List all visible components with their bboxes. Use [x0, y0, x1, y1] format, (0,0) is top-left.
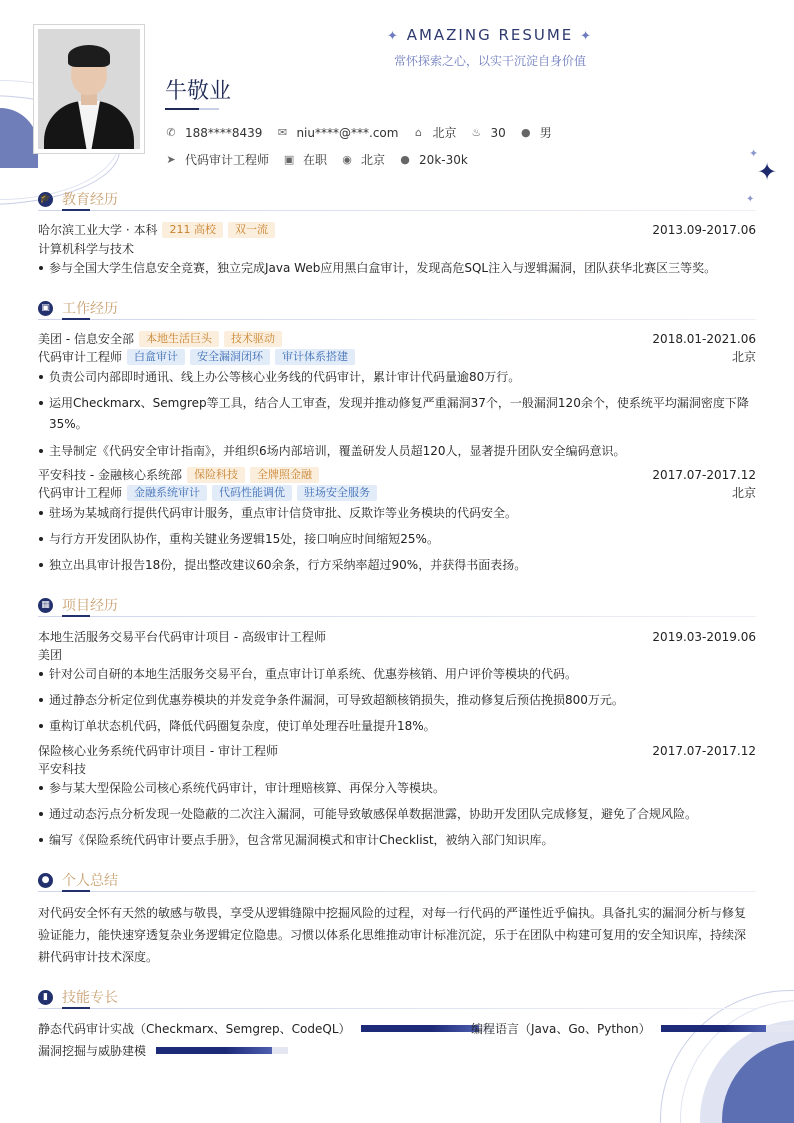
section-work	[38, 297, 756, 321]
project-header	[38, 628, 756, 645]
project-org	[38, 760, 756, 777]
skill-level-fill	[361, 1025, 480, 1032]
sparkle-icon: ✦	[746, 194, 755, 205]
section-title: 工作经历	[62, 301, 118, 317]
skill-item	[471, 1020, 793, 1037]
summary-line: 对代码安全怀有天然的敏感与敬畏，享受从逻辑缝隙中挖掘风险的过程，对每一行代码的严谨性近乎偏执。具备扎实的漏洞分析与修复	[38, 906, 747, 920]
phone: 188****8439	[185, 125, 263, 140]
role: 代码审计工程师	[38, 350, 123, 364]
education-header	[38, 221, 756, 238]
role-tag: 金融系统审计	[127, 485, 207, 501]
work-period: 2017.07-2017.12	[652, 467, 756, 482]
company: 平安科技 - 金融核心系统部	[38, 468, 182, 482]
list-item: 主导制定《代码安全审计指南》，并组织6场内部培训，覆盖研发人员超120人，显著提升团队安全编码意识。	[38, 441, 756, 461]
user-icon: ●	[38, 873, 53, 888]
role-tag: 代码性能调优	[212, 485, 292, 501]
section-title: 项目经历	[62, 598, 118, 614]
phone-icon: ✆	[166, 126, 176, 139]
skill-item	[38, 1020, 493, 1037]
home-icon: ⌂	[414, 126, 422, 139]
skill-item	[38, 1042, 288, 1059]
role-tag: 审计体系搭建	[275, 349, 355, 365]
school: 哈尔滨工业大学 · 本科	[38, 223, 158, 237]
name-underline	[165, 108, 199, 110]
target-city: 北京	[361, 153, 386, 167]
work-header	[38, 466, 756, 483]
company-tag: 本地生活巨头	[139, 331, 219, 347]
decor-ring	[680, 1000, 794, 1123]
list-item: 与行方开发团队协作，重构关键业务逻辑15处，接口响应时间缩短25%。	[38, 529, 756, 549]
skill-level-fill	[156, 1047, 272, 1054]
section-skills	[38, 986, 756, 1010]
section-title: 个人总结	[62, 873, 118, 889]
sparkle-icon: ✦	[757, 158, 778, 186]
star-icon: ✦	[580, 29, 593, 44]
skill-name: 静态代码审计实战（Checkmarx、Semgrep、CodeQL）	[38, 1022, 351, 1036]
position: 代码审计工程师	[185, 153, 270, 167]
skill-bar	[156, 1047, 288, 1054]
section-education	[38, 188, 756, 212]
skill-name: 漏洞挖掘与威胁建模	[38, 1044, 147, 1058]
briefcase-icon: ▣	[38, 301, 53, 316]
list-item: 通过静态分析定位到优惠券模块的并发竞争条件漏洞，可导致超额核销损失，推动修复后预估挽损800万元。	[38, 690, 756, 710]
role-tag: 白盒审计	[127, 349, 185, 365]
avatar	[38, 29, 140, 149]
section-summary	[38, 869, 756, 893]
work-city: 北京	[731, 350, 756, 364]
location-icon: ◉	[342, 153, 352, 166]
project-title: 本地生活服务交易平台代码审计项目 - 高级审计工程师	[38, 630, 326, 644]
school-tag: 211 高校	[162, 222, 223, 238]
summary-line: 耕代码审计技术深度。	[38, 950, 159, 964]
major-text: 计算机科学与技术	[38, 242, 135, 256]
summary-line: 验证能力，能快速穿透复杂业务逻辑定位隐患。习惯以体系化思维推动审计标准沉淀，乐于在团队中构建可复用的安全知识库，持续深	[38, 928, 747, 942]
salary: 20k-30k	[419, 152, 468, 167]
chart-icon: ▮	[38, 990, 53, 1005]
project-org-text: 平安科技	[38, 762, 87, 776]
company-tag: 全牌照金融	[250, 467, 319, 483]
work-role	[38, 348, 756, 365]
list-item: 针对公司自研的本地生活服务交易平台，重点审计订单系统、优惠券核销、用户评价等模块的代码。	[38, 664, 756, 684]
candidate-name: 牛敬业	[165, 79, 232, 104]
brand-title	[380, 26, 600, 44]
briefcase-icon: ▣	[283, 153, 295, 166]
grid-icon: ▦	[38, 598, 53, 613]
motto: 常怀探索之心，以实干沉淀自身价值	[393, 54, 586, 68]
sparkle-icon: ✦	[749, 147, 759, 160]
send-icon: ➤	[166, 153, 176, 166]
money-icon: ●	[400, 153, 410, 166]
project-title: 保险核心业务系统代码审计项目 - 审计工程师	[38, 744, 278, 758]
company-tag: 技术驱动	[224, 331, 282, 347]
list-item-continued: 35%。	[49, 417, 88, 431]
role: 代码审计工程师	[38, 486, 123, 500]
project-org	[38, 646, 756, 663]
skill-level-fill	[661, 1025, 767, 1032]
project-org-text: 美团	[38, 648, 63, 662]
decor-circle	[722, 1040, 794, 1123]
work-period: 2018.01-2021.06	[652, 331, 756, 346]
work-city: 北京	[731, 486, 756, 500]
age: 30	[490, 125, 506, 140]
email: niu****@***.com	[296, 125, 399, 140]
name-underline	[199, 108, 219, 110]
city: 北京	[432, 126, 457, 140]
list-item: 通过动态污点分析发现一处隐蔽的二次注入漏洞，可能导致敏感保单数据泄露，协助开发团队完成修复，避免了合规风险。	[38, 804, 756, 824]
section-project	[38, 594, 756, 618]
list-item: 编写《保险系统代码审计要点手册》，包含常见漏洞模式和审计Checklist，被纳入部门知识库。	[38, 830, 756, 850]
list-item: 参与某大型保险公司核心系统代码审计，审计理赔核算、再保分入等模块。	[38, 778, 756, 798]
school-tag: 双一流	[228, 222, 275, 238]
skill-bar	[661, 1025, 793, 1032]
company: 美团 - 信息安全部	[38, 332, 134, 346]
list-item: 重构订单状态机代码，降低代码圈复杂度，使订单处理吞吐量提升18%。	[38, 716, 756, 736]
status: 在职	[303, 153, 328, 167]
role-tag: 驻场安全服务	[297, 485, 377, 501]
project-period: 2017.07-2017.12	[652, 743, 756, 758]
section-title: 教育经历	[62, 192, 118, 208]
brand-text: AMAZING RESUME	[406, 26, 574, 44]
skill-name: 编程语言（Java、Go、Python）	[471, 1022, 651, 1036]
project-header	[38, 742, 756, 759]
list-item: 参与全国大学生信息安全竞赛，独立完成Java Web应用黑白盒审计，发现高危SQL注入与逻辑漏洞，团队获华北赛区三等奖。	[38, 258, 756, 278]
gender: 男	[539, 126, 552, 140]
list-item: 运用Checkmarx、Semgrep等工具，结合人工审查，发现并推动修复严重漏洞37个，一般漏洞120余个，使系统平均漏洞密度下降	[38, 393, 756, 413]
company-tag: 保险科技	[187, 467, 245, 483]
list-item: 负责公司内部即时通讯、线上办公等核心业务线的代码审计，累计审计代码量逾80万行。	[38, 367, 756, 387]
work-header	[38, 330, 756, 347]
role-tag: 安全漏洞闭环	[190, 349, 270, 365]
work-role	[38, 484, 756, 501]
section-title: 技能专长	[62, 990, 118, 1006]
contact-row	[165, 124, 566, 141]
list-item: 独立出具审计报告18份，提出整改建议60余条，行方采纳率超过90%，并获得书面表扬。	[38, 555, 756, 575]
education-period: 2013.09-2017.06	[652, 222, 756, 237]
gender-icon: ●	[520, 126, 531, 139]
job-intent-row	[165, 151, 482, 168]
email-icon: ✉	[277, 126, 288, 139]
profile-photo	[33, 24, 145, 154]
list-item: 驻场为某城商行提供代码审计服务，重点审计信贷审批、反欺诈等业务模块的代码安全。	[38, 503, 756, 523]
major	[38, 240, 756, 257]
cake-icon: ♨	[471, 126, 482, 139]
star-icon: ✦	[387, 29, 400, 44]
project-period: 2019.03-2019.06	[652, 629, 756, 644]
graduation-cap-icon: 🎓	[38, 192, 53, 207]
